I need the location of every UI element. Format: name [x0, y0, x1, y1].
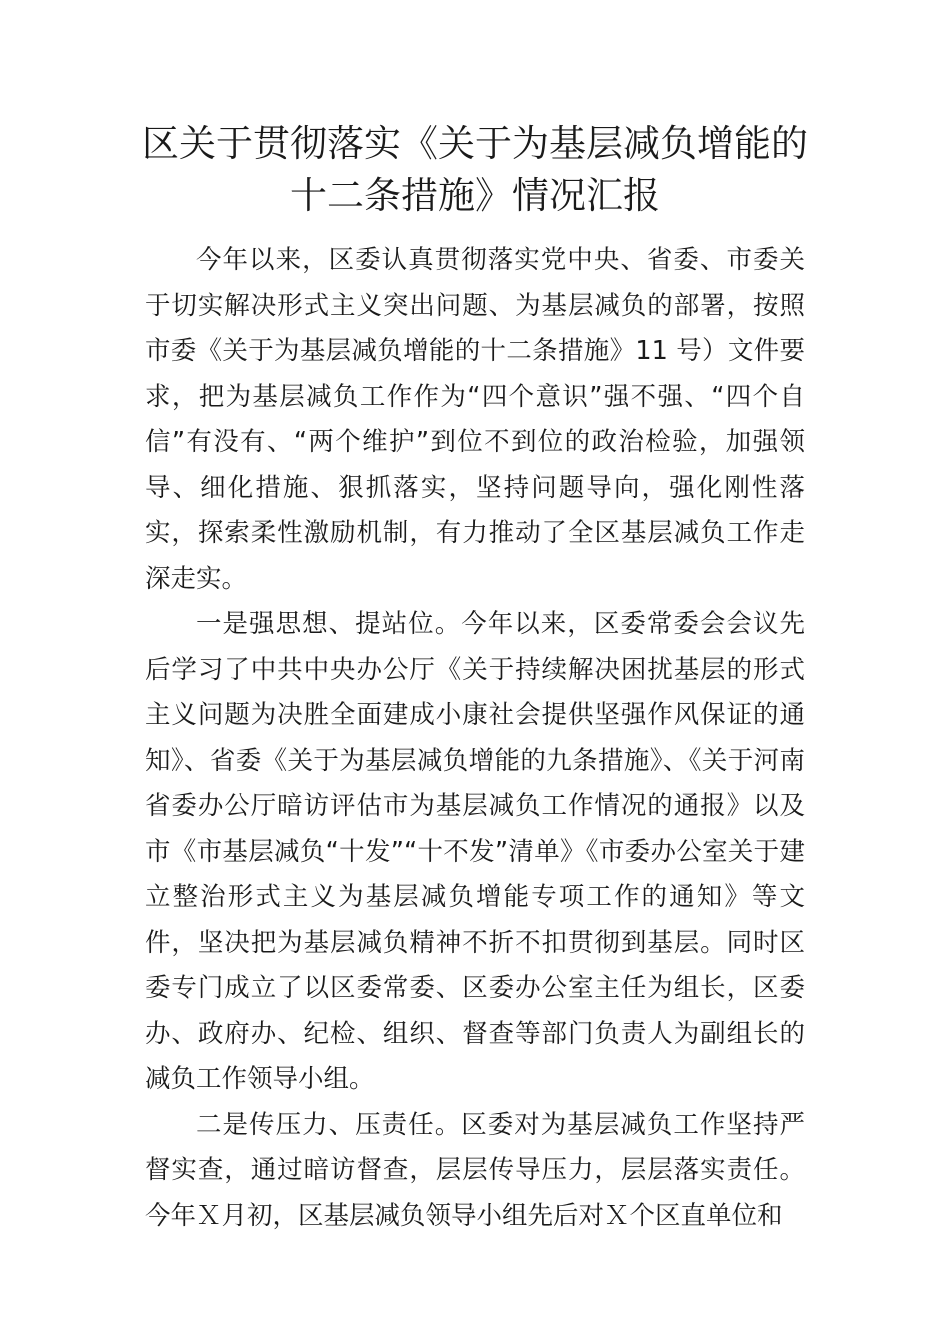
paragraph-intro: 今年以来，区委认真贯彻落实党中央、省委、市委关于切实解决形式主义突出问题、为基层减负的部署，按照市委《关于为基层减负增能的十二条措施》11 号）文件要求，把为基层减负工作作为“四个意识”强不强、“四个自信”有没有、“两个维护”到位不到位的政治检验，加强领导、细化措施、狠抓落实，坚持问题导向，强化刚性落实，探索柔性激励机制，有力推动了全区基层减负工作走深走实。 [145, 245, 805, 594]
document-title [120, 118, 830, 222]
title-line-2: 十二条措施》情况汇报 [290, 174, 660, 217]
title-line-1: 区关于贯彻落实《关于为基层减负增能的 [142, 122, 808, 165]
paragraph-section-1: 一是强思想、提站位。今年以来，区委常委会会议先后学习了中共中央办公厅《关于持续解决困扰基层的形式主义问题为决胜全面建成小康社会提供坚强作风保证的通知》、省委《关于为基层减负增能的九条措施》、《关于河南省委办公厅暗访评估市为基层减负工作情况的通报》以及市《市基层减负“十发”“十不发”清单》《市委办公室关于建立整治形式主义为基层减负增能专项工作的通知》等文件，坚决把为基层减负精神不折不扣贯彻到基层。同时区委专门成立了以区委常委、区委办公室主任为组长，区委办、政府办、纪检、组织、督查等部门负责人为副组长的减负工作领导小组。 [145, 609, 805, 1094]
paragraph-section-2: 二是传压力、压责任。区委对为基层减负工作坚持严督实查，通过暗访督查，层层传导压力，层层落实责任。今年Ｘ月初，区基层减负领导小组先后对Ｘ个区直单位和 [145, 1109, 805, 1231]
document-body [145, 238, 805, 1239]
